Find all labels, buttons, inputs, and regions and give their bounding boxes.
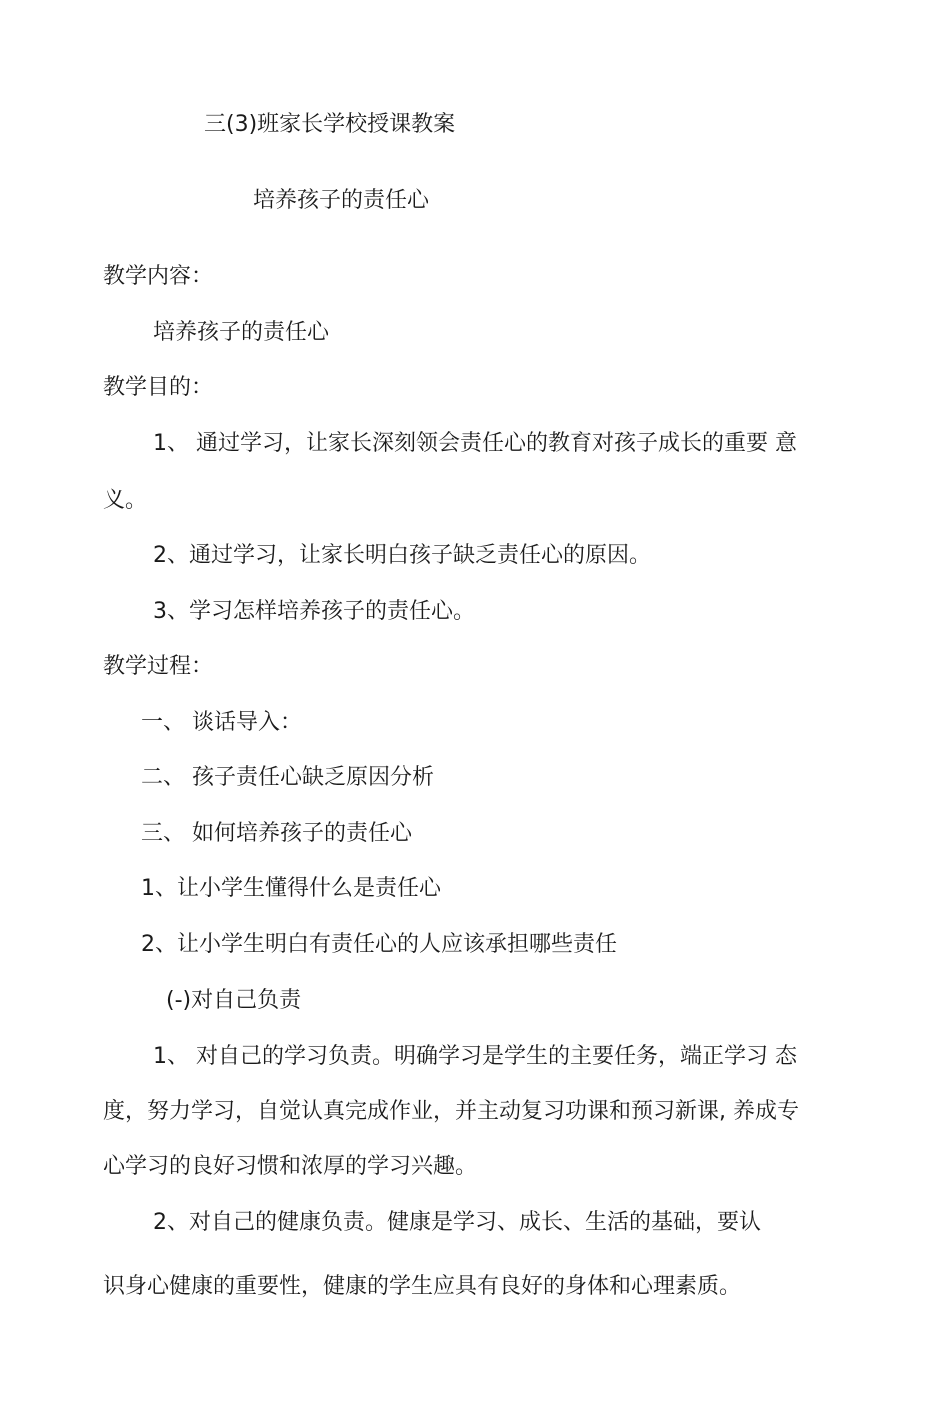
process-step-3: 三、 如何培养孩子的责任心 — [141, 821, 412, 846]
section-a-heading: (-)对自己负责 — [166, 988, 302, 1013]
paragraph-1-line-1: 1、 对自己的学习负责。明确学习是学生的主要任务，端正学习 态 — [153, 1044, 797, 1069]
process-step-1: 一、 谈话导入： — [141, 710, 302, 735]
process-heading: 教学过程： — [103, 654, 214, 679]
sub-point-1: 1、让小学生懂得什么是责任心 — [141, 876, 441, 901]
paragraph-2-line-2: 识身心健康的重要性，健康的学生应具有良好的身体和心理素质。 — [103, 1274, 742, 1299]
paragraph-1-line-2: 度，努力学习，自觉认真完成作业，并主动复习功课和预习新课, 养成专 — [103, 1099, 799, 1124]
purpose-item-1-line-1: 1、 通过学习，让家长深刻领会责任心的教育对孩子成长的重要 意 — [153, 431, 797, 456]
paragraph-1-line-3: 心学习的良好习惯和浓厚的学习兴趣。 — [103, 1154, 478, 1179]
purpose-item-3: 3、学习怎样培养孩子的责任心。 — [153, 599, 475, 624]
process-step-2: 二、 孩子责任心缺乏原因分析 — [141, 765, 434, 790]
document-subtitle: 培养孩子的责任心 — [253, 188, 430, 213]
sub-point-2: 2、让小学生明白有责任心的人应该承担哪些责任 — [141, 932, 617, 957]
document-title: 三(3)班家长学校授课教案 — [204, 112, 456, 137]
content-heading: 教学内容： — [103, 264, 214, 289]
paragraph-2-line-1: 2、对自己的健康负责。健康是学习、成长、生活的基础，要认 — [153, 1210, 761, 1235]
purpose-heading: 教学目的： — [103, 375, 214, 400]
content-text: 培养孩子的责任心 — [153, 320, 330, 345]
purpose-item-2: 2、通过学习，让家长明白孩子缺乏责任心的原因。 — [153, 543, 651, 568]
purpose-item-1-line-2: 义。 — [103, 488, 148, 513]
